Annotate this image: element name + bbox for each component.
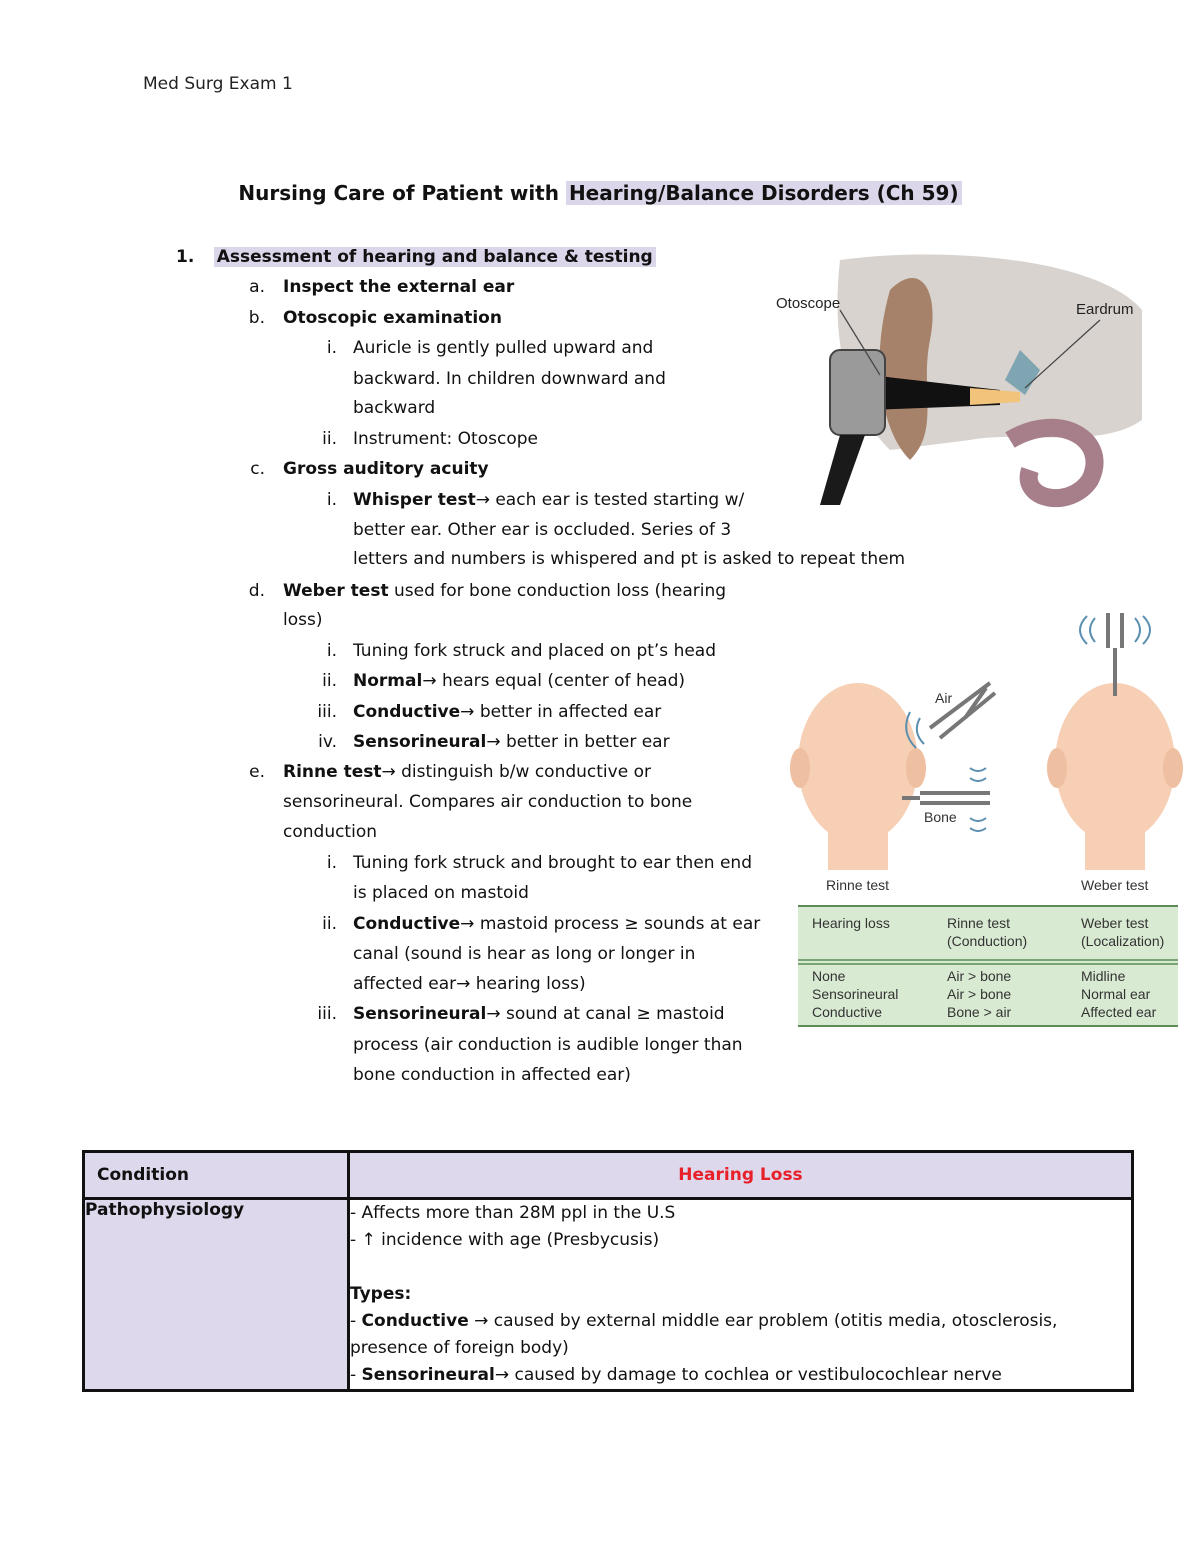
item-d-ii-text: → hears equal (center of head) — [422, 671, 686, 691]
weber-sound-waves — [1080, 616, 1150, 644]
condition-label: Condition — [97, 1165, 189, 1185]
item-e-rest: → distinguish b/w conductive or — [381, 762, 651, 782]
weber-test-label: Weber test — [283, 581, 389, 601]
rinne-caption: Rinne test — [826, 877, 890, 893]
weber-neck — [1085, 830, 1145, 870]
th-rinne-sub: (Conduction) — [947, 933, 1028, 949]
weber-head — [1055, 683, 1175, 843]
td-r0c2: Midline — [1081, 968, 1126, 984]
page-title — [0, 181, 1200, 205]
item-b-ii-text: Instrument: Otoscope — [353, 429, 538, 449]
condition-header-cell — [84, 1152, 349, 1199]
item-c-i-line3: letters and numbers is whispered and pt is asked to repeat them — [353, 549, 906, 569]
item-d-rest: used for bone conduction loss (hearing — [388, 581, 727, 601]
patho-types: Types: — [350, 1284, 412, 1304]
patho-blank — [350, 1254, 1131, 1281]
item-b-i-line1: Auricle is gently pulled upward and — [353, 338, 654, 358]
section-number: 1. — [176, 247, 195, 267]
item-c-i-marker: i. — [326, 490, 337, 510]
item-c-i — [326, 489, 745, 511]
th-hearing-loss: Hearing loss — [812, 915, 890, 931]
whisper-test-label: Whisper test — [353, 490, 476, 510]
weber-ear-left — [1047, 748, 1067, 788]
rinne-test-label: Rinne test — [283, 762, 382, 782]
td-r0c0: None — [812, 968, 846, 984]
rinne-weber-figure — [790, 608, 1190, 1028]
item-e-iii-marker: iii. — [317, 1004, 337, 1024]
section-title: Assessment of hearing and balance & testing — [214, 247, 656, 267]
item-a — [249, 276, 515, 298]
item-e-ii-marker: ii. — [322, 914, 337, 934]
item-b-ii-marker: ii. — [322, 429, 337, 449]
item-b-i-marker: i. — [326, 338, 337, 358]
item-d-ii-marker: ii. — [322, 671, 337, 691]
rinne-ear-right — [906, 748, 926, 788]
td-r1c1: Air > bone — [947, 986, 1012, 1002]
patho-conductive — [350, 1308, 1131, 1335]
item-e-ii-line3: affected ear→ hearing loss) — [353, 974, 586, 994]
condition-header-row — [84, 1152, 1133, 1199]
hearing-loss-header-cell — [349, 1152, 1133, 1199]
item-b-marker: b. — [248, 308, 265, 328]
item-e-i-marker: i. — [326, 853, 337, 873]
item-b-i-line3: backward — [353, 398, 436, 418]
pathophysiology-row — [84, 1199, 1133, 1391]
item-e-iii — [317, 1003, 725, 1025]
item-d-iv-text: → better in better ear — [486, 732, 670, 752]
pathophysiology-label: Pathophysiology — [85, 1200, 245, 1220]
td-r0c1: Air > bone — [947, 968, 1012, 984]
item-d-i — [326, 640, 717, 662]
sensorineural-prefix: - — [350, 1365, 362, 1385]
conductive-bold: Conductive — [361, 1311, 469, 1331]
item-e-iii-line1: → sound at canal ≥ mastoid — [486, 1004, 725, 1024]
bone-sound-waves — [970, 768, 986, 831]
hearing-loss-title: Hearing Loss — [678, 1165, 803, 1185]
title-highlight: Hearing/Balance Disorders (Ch 59) — [566, 181, 962, 205]
pathophysiology-label-cell — [84, 1199, 349, 1391]
eardrum-label: Eardrum — [1076, 301, 1134, 318]
patho-conductive-line2: presence of foreign body) — [350, 1338, 569, 1358]
item-d-i-text: Tuning fork struck and placed on pt’s head — [353, 641, 717, 661]
th-rinne: Rinne test — [947, 915, 1011, 931]
section-heading — [176, 246, 656, 268]
item-e — [249, 761, 651, 783]
patho-line-2: - ↑ incidence with age (Presbycusis) — [350, 1230, 660, 1250]
item-e-iii-line3: bone conduction in affected ear) — [353, 1065, 631, 1085]
rinne-neck — [828, 830, 888, 870]
page-header: Med Surg Exam 1 — [143, 74, 293, 94]
item-e-i-line1: Tuning fork struck and brought to ear then end — [353, 853, 752, 873]
item-c — [250, 458, 489, 480]
air-label: Air — [935, 690, 953, 706]
rinne-head — [798, 683, 918, 843]
bone-tuning-fork — [902, 793, 990, 803]
item-b-ii — [322, 428, 538, 450]
item-c-text: Gross auditory acuity — [283, 459, 489, 479]
td-r1c0: Sensorineural — [812, 986, 899, 1002]
item-e-marker: e. — [249, 762, 265, 782]
td-r2c1: Bone > air — [947, 1004, 1012, 1020]
item-e-iii-line2: process (air conduction is audible longer than — [353, 1035, 743, 1055]
item-e-ii-bold: Conductive — [353, 914, 461, 934]
otoscope-label: Otoscope — [776, 295, 841, 312]
item-d-line2: loss) — [283, 610, 323, 630]
item-e-i — [326, 852, 752, 874]
item-d-iv-bold: Sensorineural — [353, 732, 487, 752]
item-e-ii — [322, 913, 761, 935]
patho-sensorineural — [350, 1362, 1131, 1389]
item-c-marker: c. — [250, 459, 265, 479]
item-b — [248, 307, 502, 329]
condition-table — [82, 1150, 1134, 1392]
th-weber-sub: (Localization) — [1081, 933, 1165, 949]
conductive-prefix: - — [350, 1311, 362, 1331]
weber-ear-right — [1163, 748, 1183, 788]
td-r1c2: Normal ear — [1081, 986, 1151, 1002]
otoscope-ear-figure — [770, 250, 1145, 515]
pathophysiology-content-cell — [349, 1199, 1133, 1391]
sensorineural-bold: Sensorineural — [361, 1365, 495, 1385]
bone-label: Bone — [924, 809, 957, 825]
item-b-i-line2: backward. In children downward and — [353, 369, 666, 389]
item-e-ii-line1: → mastoid process ≥ sounds at ear — [460, 914, 761, 934]
item-d-marker: d. — [248, 581, 265, 601]
item-a-marker: a. — [249, 277, 265, 297]
patho-line-1: - Affects more than 28M ppl in the U.S — [350, 1203, 676, 1223]
otoscope-head — [830, 350, 885, 435]
item-d-ii-bold: Normal — [353, 671, 423, 691]
item-a-text: Inspect the external ear — [283, 277, 515, 297]
item-e-iii-bold: Sensorineural — [353, 1004, 487, 1024]
item-c-i-line2: better ear. Other ear is occluded. Series of 3 — [353, 520, 732, 540]
item-b-text: Otoscopic examination — [283, 308, 502, 328]
item-b-i — [326, 337, 654, 359]
item-e-line3: conduction — [283, 822, 377, 842]
td-r2c2: Affected ear — [1081, 1004, 1157, 1020]
item-e-ii-line2: canal (sound is hear as long or longer in — [353, 944, 696, 964]
item-d-iii — [317, 701, 662, 723]
item-d-i-marker: i. — [326, 641, 337, 661]
item-c-i-line1: → each ear is tested starting w/ — [475, 490, 745, 510]
td-r2c0: Conductive — [812, 1004, 883, 1020]
item-d-iii-marker: iii. — [317, 702, 337, 722]
item-d-iii-text: → better in affected ear — [460, 702, 662, 722]
item-d-iv-marker: iv. — [318, 732, 337, 752]
item-d — [248, 580, 727, 602]
item-d-ii — [322, 670, 686, 692]
rinne-ear-left — [790, 748, 810, 788]
item-d-iv — [318, 731, 670, 753]
item-e-line2: sensorineural. Compares air conduction to bone — [283, 792, 693, 812]
title-prefix: Nursing Care of Patient with — [238, 181, 566, 205]
th-weber: Weber test — [1081, 915, 1149, 931]
item-d-iii-bold: Conductive — [353, 702, 461, 722]
conductive-rest: → caused by external middle ear problem (otitis media, otosclerosis, — [468, 1311, 1058, 1331]
weber-caption: Weber test — [1081, 877, 1149, 893]
item-e-i-line2: is placed on mastoid — [353, 883, 529, 903]
sensorineural-rest: → caused by damage to cochlea or vestibulocochlear nerve — [494, 1365, 1002, 1385]
